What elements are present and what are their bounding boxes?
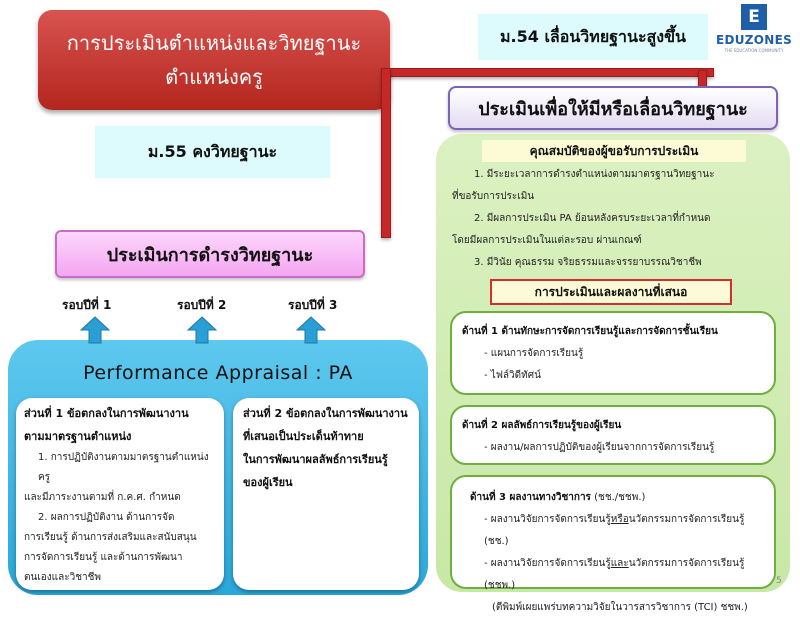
side3-heading: ด้านที่ 3 ผลงานทางวิชาการ <box>470 492 591 503</box>
evaluation-title-label: การประเมินและผลงานที่เสนอ <box>534 284 688 299</box>
side3-item2-part-a: - ผลงานวิจัยการจัดการเรียนรู้ <box>484 558 611 569</box>
qualification-list <box>452 164 782 274</box>
part2-line-a: ส่วนที่ 2 ข้อตกลงในการพัฒนางาน <box>243 407 408 420</box>
pa-part1-card <box>16 398 224 590</box>
part1-item1b: และมีภาระงานตามที่ ก.ค.ศ. กำหนด <box>24 492 181 503</box>
round-label-3: รอบปีที่ 3 <box>288 298 338 312</box>
main-title-line2: ตำแหน่งครู <box>165 65 263 89</box>
up-arrow-icon <box>296 316 326 344</box>
evaluation-title <box>490 279 732 305</box>
side3-card <box>450 475 776 613</box>
connector-bar-vertical <box>381 68 391 238</box>
part2-line-b: ที่เสนอเป็นประเด็นท้าทาย <box>243 430 364 443</box>
side3-note: (ชช./ชชพ.) <box>594 492 646 503</box>
part2-line-c: ในการพัฒนาผลลัพธ์การเรียนรู้ <box>243 453 388 466</box>
eduzones-logo <box>713 4 795 66</box>
logo-name: EDUZONES <box>715 33 793 47</box>
part2-line-d: ของผู้เรียน <box>243 476 293 489</box>
side3-item1-part-a: - ผลงานวิจัยการจัดการเรียนรู้ <box>484 514 611 525</box>
side3-item1-underlined: หรือ <box>610 514 629 525</box>
logo-letter: E <box>741 4 767 30</box>
side2-item1: - ผลงาน/ผลการปฏิบัติของผู้เรียนจากการจัดการเรียนรู้ <box>484 442 715 453</box>
page-number: 5 <box>776 576 782 586</box>
qual-item-3: 3. มีวินัย คุณธรรม จริยธรรมและจรรยาบรรณวิชาชีพ <box>474 257 702 268</box>
side3-item2-underlined: และ <box>610 558 629 569</box>
up-arrow-icon <box>80 316 110 344</box>
pa-part2-card <box>233 398 419 590</box>
qual-item-2a: 2. มีผลการประเมิน PA ย้อนหลังครบระยะเวลาที่กำหนด <box>474 213 711 224</box>
part1-item2d: ตนเองและวิชาชีพ <box>24 572 101 583</box>
side1-item1: - แผนการจัดการเรียนรู้ <box>484 348 584 359</box>
side3-item2-part-b: นวัตกรรมการจัดการเรียนรู้ (ชชพ.) <box>484 558 745 591</box>
side3-item1 <box>462 509 764 553</box>
side3-item3: (ตีพิมพ์เผยแพร่บทความวิจัยในวารสารวิชาการ (TCI) ชชพ.) <box>492 602 748 613</box>
connector-bar-horizontal <box>388 68 714 77</box>
m55-label: ม.55 คงวิทยฐานะ <box>147 141 278 161</box>
part1-item1a: 1. การปฏิบัติงานตามมาตรฐานตำแหน่งครู <box>38 452 209 483</box>
side3-item1-part-b: นวัตกรรมการจัดการเรียนรู้ (ชช.) <box>484 514 745 547</box>
pa-title: Performance Appraisal : PA <box>83 362 353 384</box>
part1-heading-b: ตามมาตรฐานตำแหน่ง <box>24 430 132 443</box>
qualification-title-label: คุณสมบัติของผู้ขอรับการประเมิน <box>529 143 699 158</box>
round-label-1: รอบปีที่ 1 <box>62 298 112 312</box>
side1-card <box>450 311 776 395</box>
promotion-header-label: ประเมินเพื่อให้มีหรือเลื่อนวิทยฐานะ <box>478 98 748 120</box>
part1-item2b: การเรียนรู้ ด้านการส่งเสริมและสนับสนุน <box>24 532 197 543</box>
part1-item2a: 2. ผลการปฏิบัติงาน ด้านการจัด <box>38 512 175 523</box>
promotion-header <box>448 86 778 130</box>
side1-item2: - ไฟล์วิดีทัศน์ <box>484 370 541 381</box>
qualification-title <box>482 140 746 162</box>
m54-label: ม.54 เลื่อนวิทยฐานะสูงขึ้น <box>500 26 686 46</box>
qual-item-2b: โดยมีผลการประเมินในแต่ละรอบ ผ่านเกณฑ์ <box>452 235 642 246</box>
maintain-header <box>55 230 365 278</box>
main-title-box <box>38 10 390 110</box>
round-label-2: รอบปีที่ 2 <box>177 298 227 312</box>
side3-item2 <box>462 553 764 597</box>
part1-item2c: การจัดการเรียนรู้ และด้านการพัฒนา <box>24 552 183 563</box>
part1-heading-a: ส่วนที่ 1 ข้อตกลงในการพัฒนางาน <box>24 407 189 420</box>
qual-item-1a: 1. มีระยะเวลาการดำรงตำแหน่งตามมาตรฐานวิทยฐานะ <box>474 169 715 180</box>
side2-card <box>450 405 776 465</box>
up-arrow-icon <box>187 316 217 344</box>
m54-box <box>478 14 708 60</box>
main-title-line1: การประเมินตำแหน่งและวิทยฐานะ <box>66 31 362 55</box>
side2-heading: ด้านที่ 2 ผลลัพธ์การเรียนรู้ของผู้เรียน <box>462 420 622 431</box>
logo-tagline: THE EDUCATION COMMUNITY <box>724 48 784 53</box>
qual-item-1b: ที่ขอรับการประเมิน <box>452 191 535 202</box>
side1-heading: ด้านที่ 1 ด้านทักษะการจัดการเรียนรู้และการจัดการชั้นเรียน <box>462 326 718 337</box>
m55-box <box>95 126 330 178</box>
maintain-header-label: ประเมินการดำรงวิทยฐานะ <box>106 244 314 266</box>
